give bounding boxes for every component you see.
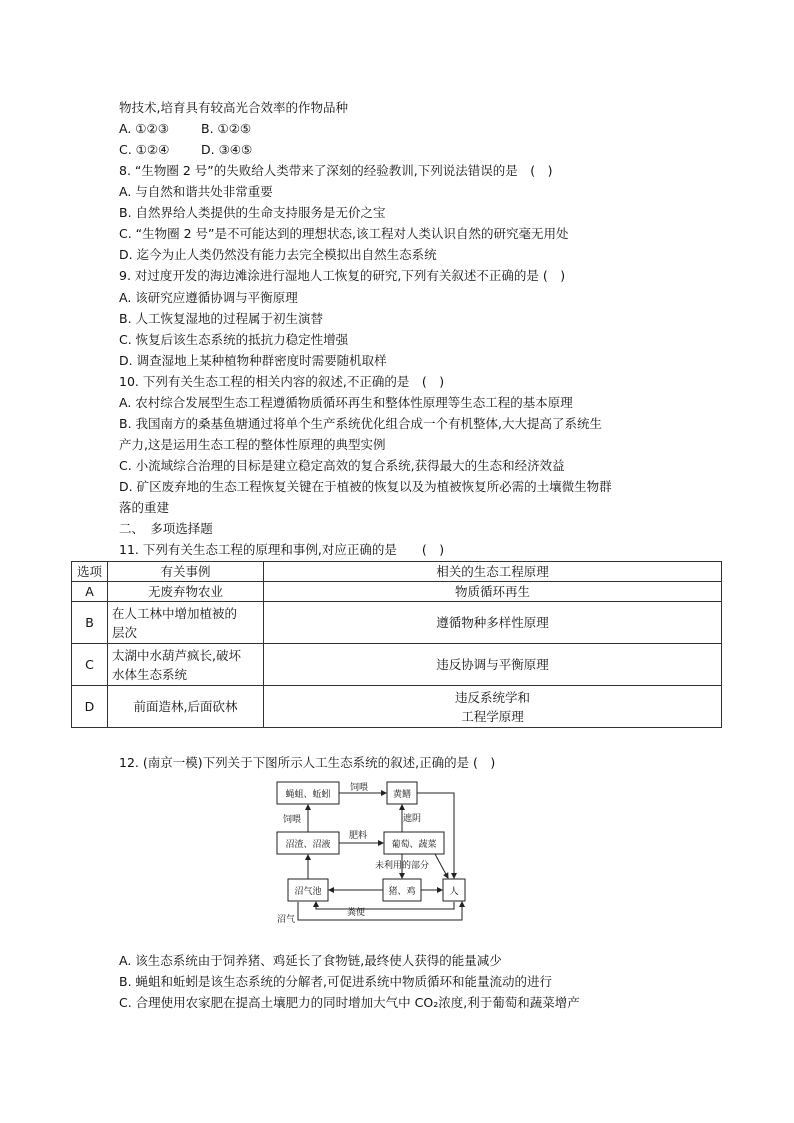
q12-option-a: A. 该生态系统由于饲养猪、鸡延长了食物链,最终使人获得的能量减少: [119, 953, 502, 968]
q7-options-cd: [119, 141, 252, 159]
fertilizer-label: 肥料: [348, 831, 368, 841]
q8-option-a: A. 与自然和谐共处非常重要: [119, 184, 273, 199]
text-line: 物技术,培育具有较高光合效率的作物品种: [119, 100, 348, 115]
manure-arrow: [316, 902, 454, 909]
residue-label: 沼渣、沼液: [285, 840, 331, 850]
option-c: C. ①②④: [119, 142, 170, 157]
example-cell: [108, 644, 264, 686]
example-line: 在人工林中增加植被的: [112, 605, 238, 621]
biogas-label: 沼气: [276, 915, 296, 925]
biogas-arrow: [298, 902, 462, 920]
q9-stem: 9. 对过度开发的海边滩涂进行湿地人工恢复的研究,下列有关叙述不正确的是 ( ): [119, 268, 566, 283]
q11-stem: 11. 下列有关生态工程的原理和事例,对应正确的是 ( ): [119, 542, 445, 557]
q10-option-d-line1: D. 矿区废弃地的生态工程恢复关键在于植被的恢复以及为植被恢复所必需的土壤微生物群: [119, 479, 612, 494]
grape-label: 葡萄、蔬菜: [391, 840, 437, 850]
q10-stem: 10. 下列有关生态工程的相关内容的叙述,不正确的是 ( ): [119, 374, 445, 389]
q10-option-c: C. 小流域综合治理的目标是建立稳定高效的复合系统,获得最大的生态和经济效益: [119, 458, 565, 473]
table-row: [72, 602, 722, 644]
example-cell: [108, 602, 264, 644]
example-line: 水体生态系统: [112, 666, 188, 682]
q12-option-b: B. 蝇蛆和蚯蚓是该生态系统的分解者,可促进系统中物质循环和能量流动的进行: [119, 974, 552, 989]
principle-cell: [264, 582, 722, 602]
principle-line: 工程学原理: [461, 708, 524, 724]
q7-options-ab: [119, 120, 251, 138]
table-header: 相关的生态工程原理: [264, 562, 722, 582]
q11-table: [71, 561, 722, 728]
example-cell: [108, 582, 264, 602]
principle-cell: [264, 644, 722, 686]
example-cell: [108, 686, 264, 728]
principle-cell: [264, 602, 722, 644]
q10-option-a: A. 农村综合发展型生态工程遵循物质循环再生和整体性原理等生态工程的基本原理: [119, 395, 573, 410]
example-line: 太湖中水葫芦疯长,破坏: [112, 647, 241, 663]
option-d: D. ③④⑤: [201, 142, 253, 157]
grape-to-human-arrow: [435, 854, 448, 878]
option-cell: B: [72, 602, 108, 644]
option-cell: A: [72, 582, 108, 602]
table-header-row: [72, 562, 722, 582]
feed-label: 饲喂: [349, 783, 369, 793]
q8-option-c: C. “生物圈 2 号”是不可能达到的理想状态,该工程对人类认识自然的研究毫无用处: [119, 226, 569, 241]
fly-label: 蝇蛆、蚯蚓: [285, 790, 331, 800]
q8-option-d: D. 迄今为止人类仍然没有能力去完全模拟出自然生态系统: [119, 247, 437, 262]
option-cell: D: [72, 686, 108, 728]
option-cell: C: [72, 644, 108, 686]
table-header: 选项: [72, 562, 108, 582]
q12-option-c: C. 合理使用农家肥在提高土壤肥力的同时增加大气中 CO₂浓度,利于葡萄和蔬菜增产: [119, 995, 580, 1010]
q10-option-d-line2: 落的重建: [119, 500, 170, 515]
example-line: 无废弃物农业: [147, 584, 223, 599]
q9-option-c: C. 恢复后该生态系统的抵抗力稳定性增强: [119, 332, 349, 347]
biogas-pool-label: 沼气池: [294, 887, 322, 897]
principle-line: 违反协调与平衡原理: [436, 657, 549, 672]
principle-line: 违反系统学和: [454, 689, 530, 705]
unused-label: 未利用的部分: [374, 861, 430, 871]
table-header: 有关事例: [108, 562, 264, 582]
principle-line: 物质循环再生: [454, 584, 530, 599]
example-line: 前面造林,后面砍林: [133, 699, 238, 714]
shade-label: 遮阴: [402, 814, 422, 824]
principle-cell: [264, 686, 722, 728]
q8-option-b: B. 自然界给人类提供的生命支持服务是无价之宝: [119, 205, 386, 220]
pig-label: 猪、鸡: [388, 887, 416, 897]
manure-label: 粪便: [346, 908, 366, 918]
q9-option-a: A. 该研究应遵循协调与平衡原理: [119, 290, 298, 305]
q9-option-d: D. 调查湿地上某种植物种群密度时需要随机取样: [119, 353, 387, 368]
table-row: [72, 582, 722, 602]
q10-option-b-line1: B. 我国南方的桑基鱼塘通过将单个生产系统优化组合成一个有机整体,大大提高了系统生: [119, 416, 602, 431]
q10-option-b-line2: 产力,这是运用生态工程的整体性原理的典型实例: [119, 437, 386, 452]
section-heading: 二、 多项选择题: [119, 521, 213, 536]
q8-stem: 8. “生物圈 2 号”的失败给人类带来了深刻的经验教训,下列说法错误的是 ( ): [119, 163, 553, 178]
human-label: 人: [449, 887, 459, 897]
table-row: [72, 644, 722, 686]
ecosystem-diagram: [270, 778, 470, 928]
eel-label: 黄鳝: [392, 790, 412, 800]
option-b: B. ①②⑤: [201, 121, 252, 136]
principle-line: 遵循物种多样性原理: [436, 615, 549, 630]
option-a: A. ①②③: [119, 121, 169, 136]
q12-stem: 12. (南京一模)下列关于下图所示人工生态系统的叙述,正确的是 ( ): [119, 755, 496, 770]
q9-option-b: B. 人工恢复湿地的过程属于初生演替: [119, 311, 324, 326]
example-line: 层次: [112, 624, 138, 640]
table-row: [72, 686, 722, 728]
feed-label: 饲喂: [282, 815, 302, 825]
